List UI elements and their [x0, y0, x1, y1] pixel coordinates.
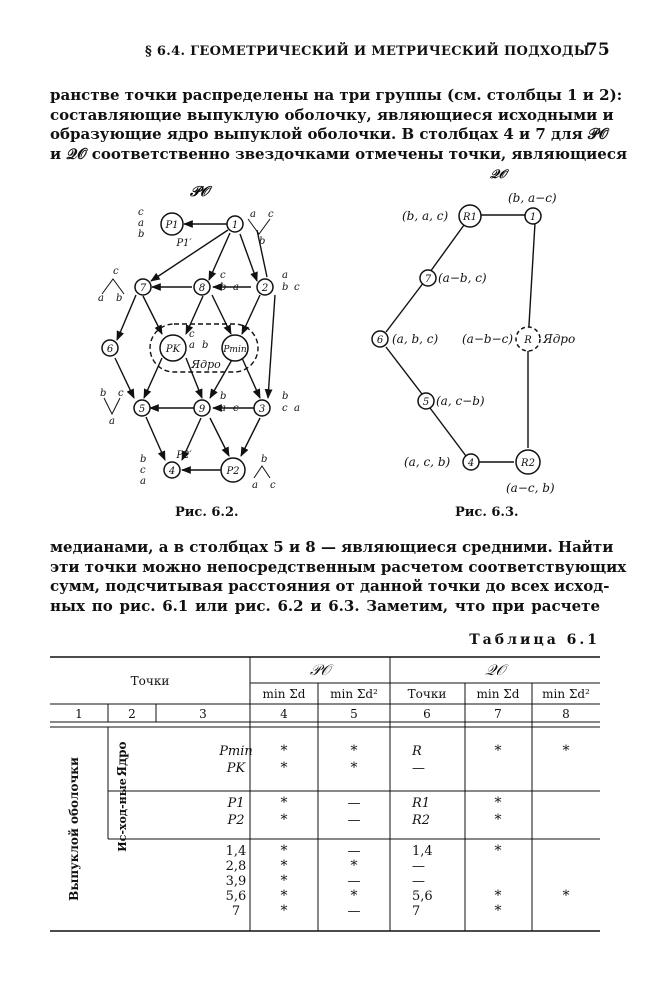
order-letter: a: [282, 270, 288, 281]
order-letter: c: [233, 403, 239, 414]
table-cell-q: 7: [412, 904, 421, 919]
col-number: 8: [562, 707, 570, 721]
order-letter: b: [202, 340, 209, 351]
table-title: Таблица 6.1: [469, 632, 600, 648]
table-cell-p: PK: [226, 761, 246, 776]
table-cell-p: 2,8: [225, 859, 247, 874]
order-letter: b: [138, 229, 145, 240]
group-core: Ядро: [115, 741, 129, 777]
col-number: 7: [494, 707, 502, 721]
edge: [430, 225, 464, 272]
table-cell-q: R1: [412, 796, 431, 811]
node-label: 8: [198, 283, 206, 294]
order-letter: b: [282, 282, 289, 293]
table-cell-q: 5,6: [412, 889, 433, 904]
order-letter: c: [270, 480, 276, 491]
th-min-sum-d: min Σd: [262, 687, 306, 701]
coord-label: (a−b−c): [462, 332, 514, 346]
col-number: 4: [280, 707, 288, 721]
coord-label: (a−c, b): [506, 481, 555, 495]
coord-label: (b, a−c): [508, 191, 557, 205]
order-letter: c: [118, 388, 124, 399]
table-cell-c8: *: [562, 743, 570, 759]
edge: [430, 408, 466, 456]
table-cell-p: P2: [227, 813, 245, 828]
caption-fig63: Рис. 6.3.: [455, 505, 519, 520]
table-cell-c5: —: [347, 813, 361, 828]
order-letter: c: [282, 403, 288, 414]
edge: [212, 295, 231, 334]
node-label: 1: [529, 212, 537, 223]
figure-6-2: [98, 182, 310, 502]
order-letter: b: [261, 454, 268, 465]
order-letter: a: [233, 282, 239, 293]
text-line: и 𝒬𝒪 соответственно звездочками отмечены точки, являющиеся: [50, 144, 628, 163]
order-letter: b: [140, 454, 147, 465]
table-cell-c4: *: [280, 795, 288, 811]
table-body: [218, 743, 569, 919]
node-label: 4: [467, 458, 475, 469]
figure-6-3: [370, 162, 580, 502]
text-line: эти точки можно непосредственным расчетом соответствующих: [50, 557, 627, 576]
order-branch: [104, 398, 120, 414]
header-title: § 6.4. ГЕОМЕТРИЧЕСКИЙ И МЕТРИЧЕСКИЙ ПОДХОДЫ: [145, 44, 590, 59]
text-line: составляющие выпуклую оболочку, являющиеся исходными и: [50, 105, 614, 124]
text-line: ранстве точки распределены на три группы (см. столбцы 1 и 2):: [50, 86, 623, 104]
table-cell-c5: —: [347, 796, 361, 811]
table-cell-c8: *: [562, 888, 570, 904]
table-cell-c4: *: [280, 812, 288, 828]
edge: [268, 295, 275, 398]
label-core: Ядро: [191, 358, 221, 371]
th-po: 𝒫𝒪: [309, 661, 331, 679]
table-cell-c5: *: [350, 743, 358, 759]
table-cell-c7: *: [494, 888, 502, 904]
order-letter: c: [220, 270, 226, 281]
order-letter: b: [282, 391, 289, 402]
fig63-title: 𝒬𝒪: [490, 167, 507, 181]
th-min-sum-d: min Σd: [476, 687, 520, 701]
order-letter: a: [250, 209, 256, 220]
coord-label: (a, c−b): [436, 394, 485, 408]
order-letter: c: [189, 329, 195, 340]
col-number: 2: [128, 707, 136, 721]
node-label: 3: [258, 404, 266, 415]
table-cell-c7: *: [494, 903, 502, 919]
paragraph-top: [50, 86, 628, 164]
order-letter: c: [113, 266, 119, 277]
order-letter: a: [98, 293, 104, 304]
order-letter: a: [138, 218, 144, 229]
node-label: Pmin: [223, 345, 247, 355]
order-letter: b: [116, 293, 123, 304]
node-label: P1: [165, 220, 179, 231]
paragraph-middle: [50, 538, 627, 616]
order-letter: c: [140, 465, 146, 476]
node-label: R1: [463, 212, 477, 223]
order-letter: b: [100, 388, 107, 399]
coord-label: Ядро: [543, 332, 576, 346]
table-cell-c4: *: [280, 843, 288, 859]
page-number: 75: [585, 40, 610, 60]
table-cell-q: —: [412, 874, 425, 889]
node-label: P2: [226, 466, 240, 477]
table-cell-p: 3,9: [225, 874, 247, 889]
coord-label: (a, b, c): [392, 332, 439, 346]
table-cell-p: 7: [231, 904, 241, 919]
table-cell-c5: —: [347, 904, 361, 919]
edge: [210, 418, 229, 456]
table-cell-c5: —: [347, 844, 361, 859]
node-label: 7: [139, 283, 147, 294]
edge: [242, 295, 260, 334]
edge: [146, 417, 165, 460]
group-outer: Выпуклой оболочки: [67, 757, 81, 901]
th-qo: 𝒬𝒪: [484, 661, 506, 679]
node-label: 6: [376, 335, 384, 346]
table-cell-c5: *: [350, 888, 358, 904]
order-branch: [254, 466, 270, 478]
node-label: 7: [424, 274, 432, 285]
th-points-q: Точки: [407, 687, 447, 701]
edge: [144, 358, 162, 398]
table-cell-c4: *: [280, 760, 288, 776]
table-cell-c7: *: [494, 843, 502, 859]
table-cell-p: Pmin: [219, 744, 253, 759]
text-line: медианами, а в столбцах 5 и 8 — являющиеся средними. Найти: [50, 538, 614, 556]
node-label: PK: [165, 344, 181, 355]
text-line: сумм, подсчитывая расстояния от данной точки до всех исход-: [50, 577, 610, 595]
th-points: Точки: [130, 674, 170, 688]
table-cell-q: —: [412, 761, 425, 776]
node-label: 4: [168, 466, 176, 477]
edge: [528, 223, 535, 342]
node-label: 1: [231, 220, 239, 231]
node-label: R: [524, 335, 532, 346]
table-cell-c4: *: [280, 873, 288, 889]
node-label: 9: [198, 404, 206, 415]
order-letter: a: [140, 476, 146, 487]
table-cell-c5: *: [350, 858, 358, 874]
table-cell-q: 1,4: [412, 844, 433, 859]
node-label: 5: [138, 404, 146, 415]
table-cell-c4: *: [280, 888, 288, 904]
order-letter: b: [220, 282, 227, 293]
running-header: [145, 40, 610, 60]
col-number: 3: [199, 707, 207, 721]
table-cell-c4: *: [280, 743, 288, 759]
caption-fig62: Рис. 6.2.: [175, 505, 239, 520]
order-letter: b: [259, 236, 266, 247]
table-cell-q: R: [412, 744, 422, 759]
col-number: 6: [423, 707, 431, 721]
th-min-sum-d2: min Σd²: [330, 687, 378, 701]
order-branch: [102, 279, 124, 294]
order-letter: c: [294, 282, 300, 293]
label-p1-prime: P1′: [176, 238, 192, 249]
node-label: 2: [261, 283, 269, 294]
table-cell-c7: *: [494, 743, 502, 759]
table-cell-p: P1: [227, 796, 245, 811]
order-branch: [248, 219, 270, 234]
table-cell-c4: *: [280, 903, 288, 919]
edge: [386, 282, 424, 332]
edge: [143, 296, 162, 334]
order-letter: a: [220, 403, 226, 414]
order-letter: c: [138, 207, 144, 218]
coord-label: (b, a, c): [402, 209, 449, 223]
th-min-sum-d2: min Σd²: [542, 687, 590, 701]
col-number: 5: [350, 707, 358, 721]
table-cell-c4: *: [280, 858, 288, 874]
table-6-1: [50, 655, 600, 935]
col-number: 1: [75, 707, 83, 721]
table-cell-c7: *: [494, 812, 502, 828]
text-line: образующие ядро выпуклой оболочки. В столбцах 4 и 7 для 𝒫𝒪: [50, 125, 609, 143]
table-cell-c5: *: [350, 760, 358, 776]
coord-label: (a−b, c): [438, 271, 487, 285]
node-label: R2: [521, 458, 535, 469]
order-letter: a: [189, 340, 195, 351]
node-label: 6: [106, 344, 114, 355]
order-letter: a: [294, 403, 300, 414]
table-cell-q: —: [412, 859, 425, 874]
coord-label: (a, c, b): [404, 455, 451, 469]
label-p2-prime: P2′: [176, 450, 192, 461]
edge: [241, 418, 260, 456]
table-cell-c5: —: [347, 874, 361, 889]
table-cell-p: 5,6: [225, 889, 247, 904]
order-letter: a: [109, 416, 115, 427]
edge: [240, 234, 257, 281]
edge: [386, 347, 422, 394]
order-letter: b: [220, 391, 227, 402]
table-cell-c7: *: [494, 795, 502, 811]
order-letter: a: [252, 480, 258, 491]
group-initial: Ис-ход-ные: [116, 778, 129, 852]
order-letter: c: [268, 209, 274, 220]
fig62-title: 𝒫𝒪: [190, 184, 209, 200]
table-cell-q: R2: [412, 813, 431, 828]
table-cell-p: 1,4: [225, 844, 247, 859]
text-line: ных по рис. 6.1 или рис. 6.2 и 6.3. Заметим, что при расчете: [50, 596, 600, 615]
node-label: 5: [422, 397, 430, 408]
